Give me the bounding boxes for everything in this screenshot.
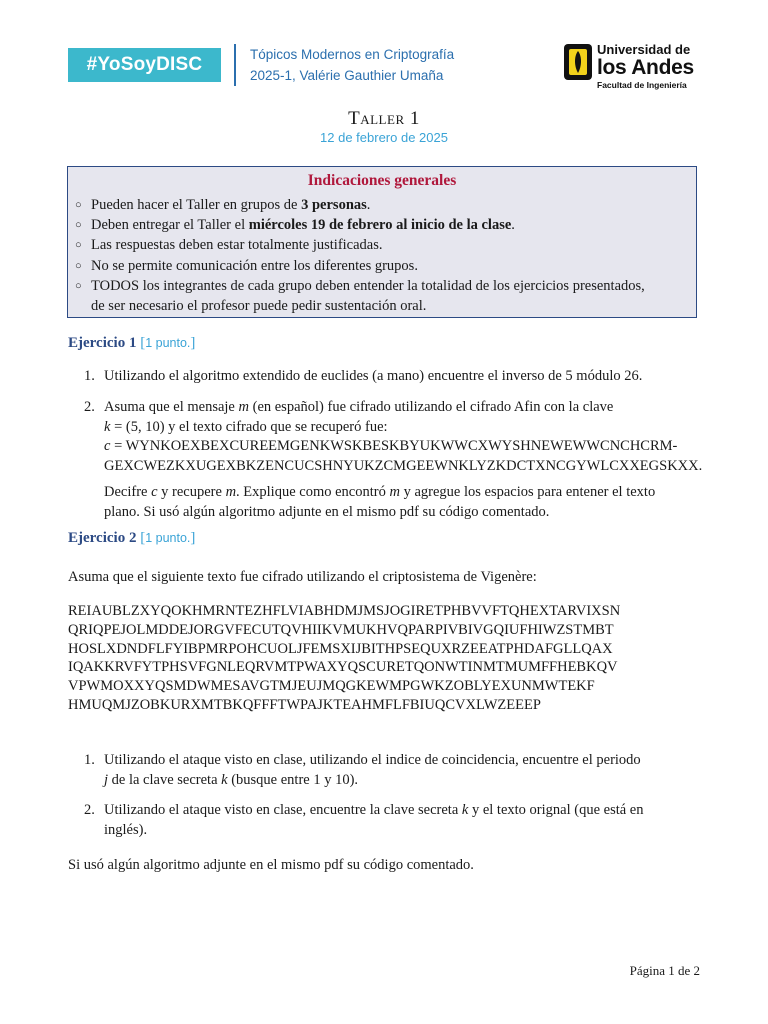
question-number: 1. [84, 368, 95, 384]
yosoydisc-badge: #YoSoyDISC [68, 48, 221, 82]
course-title: Tópicos Modernos en Criptografía [250, 47, 455, 62]
cipher-line: REIAUBLZXYQOKHMRNTEZHFLVIABHDMJMSJOGIRETPHBVVFTQHEXTARVIXSN [68, 603, 621, 619]
document-title: Taller 1 [348, 108, 420, 129]
question-number: 2. [84, 399, 95, 415]
question-text: Utilizando el algoritmo extendido de euclides (a mano) encuentre el inverso de 5 módulo 26. [104, 368, 643, 384]
cipher-line: HMUQMJZOBKURXMTBKQFFFTWPAJKTEAHMFLFBIUQCVXLWZEEEP [68, 696, 541, 713]
question-number: 2. [84, 802, 95, 818]
item-text: TODOS los integrantes de cada grupo deben entender la totalidad de los ejercicios presentados, [91, 277, 645, 294]
indicaciones-title: Indicaciones generales [307, 172, 457, 189]
vigenere-ciphertext [68, 602, 620, 715]
item-bold: 3 personas [301, 197, 367, 213]
item-text: Deben entregar el Taller el [91, 217, 249, 234]
item-text: . [511, 217, 515, 234]
course-term-instructor: 2025-1, Valérie Gauthier Umaña [250, 68, 444, 83]
logo-line3: Facultad de Ingeniería [597, 80, 687, 90]
list-item [75, 215, 690, 235]
course-info [250, 44, 454, 86]
item-text: de ser necesario el profesor puede pedir sustentación oral. [91, 298, 427, 315]
exercise-label: Ejercicio 2 [68, 530, 137, 546]
item-text: . [366, 197, 371, 213]
list-item [75, 276, 690, 316]
logo-line2: los Andes [597, 56, 694, 79]
list-item: ○ Las respuestas deben estar totalmente justificadas. [75, 235, 690, 255]
page-number: Página 1 de 2 [629, 963, 700, 978]
exercise-points: 1 punto. [145, 531, 191, 545]
item-text: Pueden hacer el Taller en grupos de [91, 197, 302, 213]
exercise-2-closing: Si usó algún algoritmo adjunte en el mismo pdf su código comentado. [68, 857, 474, 873]
indicaciones-box [67, 166, 697, 318]
item-bold: miércoles 19 de febrero al inicio de la clase [248, 217, 512, 234]
question-text: Utilizando el ataque visto en clase, encuentre la clave secreta k y el texto orignal (que está en inglés). [104, 802, 644, 838]
cipher-line: HOSLXDNDFLFYIBPMRPOHCUOLJFEMSXIJBITHPSEQUXRZEEATPHDAFGLLQAX [68, 640, 613, 657]
exercise-2-intro: Asuma que el siguiente texto fue cifrado utilizando el criptosistema de Vigenère: [68, 569, 537, 585]
list-item: ○ No se permite comunicación entre los diferentes grupos. [75, 256, 690, 276]
question-number: 1. [84, 752, 95, 768]
cipher-line: VPWMOXXYQSMDWMESAVGTMJEUJMQGKEWMPGWKZOBLYEXUNMWTEKF [68, 678, 595, 695]
question-text: Utilizando el ataque visto en clase, utilizando el indice de coincidencia, encuentre el periodo j de la clave secreta k (busque entre 1 y 10). [104, 752, 641, 788]
cipher-line: QRIQPEJOLMDDEJORGVFECUTQVHIIKVMUKHVQPARPIVBIVGQIUFHIWZSTMBT [68, 621, 614, 638]
logo-line1: Universidad de [597, 42, 691, 57]
document-date: 12 de febrero de 2025 [320, 130, 448, 145]
uniandes-logo-text [597, 42, 694, 91]
indicaciones-list [75, 195, 690, 316]
cipher-line: IQAKKRVFYTPHSVFGNLEQRVMTPWAXYQSCURETQONWTINMTMUMFFHEBKQV [68, 659, 618, 676]
exercise-label: Ejercicio 1 [68, 335, 137, 351]
exercise-1-heading: Ejercicio 1 [1 punto.] [68, 335, 196, 351]
exercise-points: 1 punto. [145, 336, 191, 350]
list-item [75, 195, 690, 215]
header-divider [234, 44, 236, 86]
exercise-2-heading: Ejercicio 2 [1 punto.] [68, 530, 196, 546]
question-text: Asuma que el mensaje m (en español) fue cifrado utilizando el cifrado Afin con la clave k = (5, 10) y el texto cifrado que se recuperó fue: c = WYNKOEXBEXCUREEMGENKWSKBESKBYUKWWCXWYSHNEWEWWCNCHCRM- GEXCWEZKXUGEXBKZENCUCSHNYUKZCMGEEWNKLYZKDCTXNCGYWLCXXEGSKXX. Decifre c y recupere m. Explique como encontró m y agregue los espacios para entener el texto plano. Si usó algún algoritmo adjunte en el mismo pdf su código comentado. [104, 399, 703, 520]
